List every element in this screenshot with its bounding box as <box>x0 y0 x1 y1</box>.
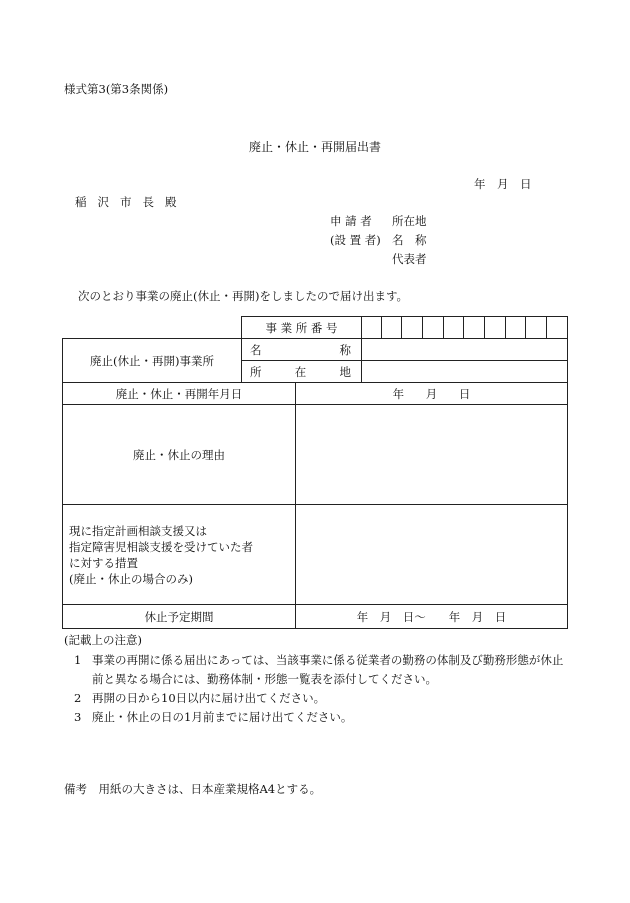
reason-field[interactable] <box>296 405 568 505</box>
notes-title: (記載上の注意) <box>64 633 142 647</box>
founder-label: (設 置 者) <box>330 233 381 247</box>
note-item: 2 再開の日から10日以内に届け出てください。 <box>74 691 326 705</box>
note-item-continuation: 前と異なる場合には、勤務体制・形態一覧表を添付してください。 <box>92 672 437 686</box>
measures-field[interactable] <box>296 505 568 605</box>
date-label: 廃止・休止・再開年月日 <box>63 383 296 405</box>
office-number-digit[interactable] <box>444 317 464 339</box>
office-number-digit[interactable] <box>362 317 382 339</box>
applicant-label: 申 請 者 <box>330 214 372 228</box>
submission-date: 年 月 日 <box>474 177 532 191</box>
note-item: 1 事業の再開に係る届出にあっては、当該事業に係る従業者の勤務の体制及び勤務形態が休止 <box>74 653 564 667</box>
form-number: 様式第3(第3条関係) <box>64 82 169 96</box>
suspension-period-label: 休止予定期間 <box>63 605 296 629</box>
office-number-label: 事 業 所 番 号 <box>242 317 362 339</box>
office-name-field[interactable] <box>362 339 568 361</box>
office-number-digit[interactable] <box>464 317 485 339</box>
measures-label: 現に指定計画相談支援又は 指定障害児相談支援を受けていた者 に対する措置 (廃止・休止の場合のみ) <box>63 505 296 605</box>
date-field[interactable]: 年 月 日 <box>296 383 568 405</box>
office-number-digit[interactable] <box>485 317 506 339</box>
office-number-digit[interactable] <box>382 317 402 339</box>
office-number-digit[interactable] <box>506 317 526 339</box>
office-location-field[interactable] <box>362 361 568 383</box>
intro-text: 次のとおり事業の廃止(休止・再開)をしましたので届け出ます。 <box>78 289 409 303</box>
office-group-label: 廃止(休止・再開)事業所 <box>63 339 242 383</box>
office-number-digit[interactable] <box>526 317 547 339</box>
reason-label: 廃止・休止の理由 <box>63 405 296 505</box>
notification-table <box>62 316 568 629</box>
office-number-digit[interactable] <box>547 317 568 339</box>
applicant-name-label: 名 称 <box>392 233 427 247</box>
document-title: 廃止・休止・再開届出書 <box>248 140 381 154</box>
applicant-address-label: 所在地 <box>392 214 427 228</box>
applicant-block <box>330 212 427 269</box>
office-number-digit[interactable] <box>402 317 423 339</box>
suspension-period-field[interactable]: 年 月 日～ 年 月 日 <box>296 605 568 629</box>
note-item: 3 廃止・休止の日の1月前までに届け出てください。 <box>74 710 353 724</box>
office-location-label: 所 在 地 <box>242 361 362 383</box>
remark: 備考 用紙の大きさは、日本産業規格A4とする。 <box>64 782 322 796</box>
applicant-representative-label: 代表者 <box>392 252 427 266</box>
office-number-digit[interactable] <box>423 317 444 339</box>
notes-list <box>74 651 563 727</box>
office-name-label: 名 称 <box>242 339 362 361</box>
addressee: 稲沢市長殿 <box>75 195 188 209</box>
